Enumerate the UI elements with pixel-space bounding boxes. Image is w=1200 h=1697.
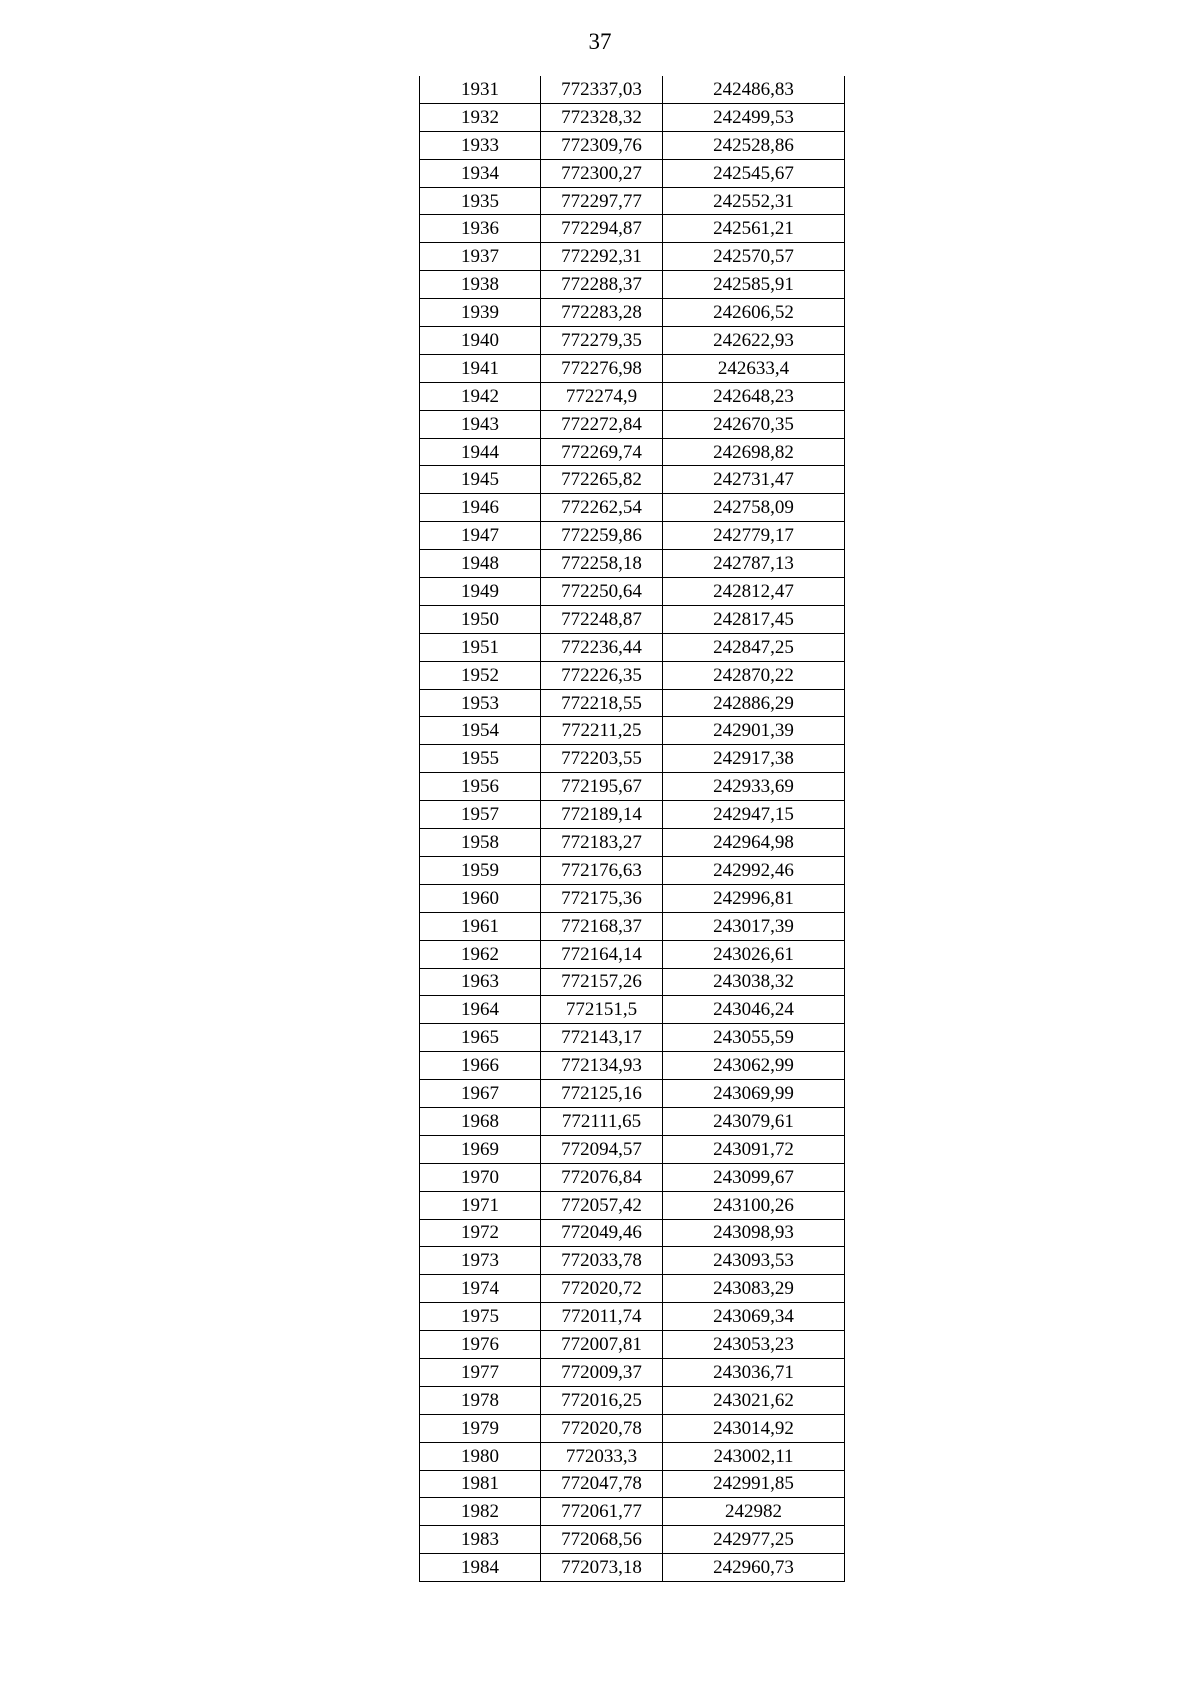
point-number-cell: 1954 <box>420 717 541 745</box>
point-number-cell: 1935 <box>420 187 541 215</box>
x-coordinate-cell: 772143,17 <box>541 1024 663 1052</box>
y-coordinate-cell: 242886,29 <box>663 689 845 717</box>
x-coordinate-cell: 772274,9 <box>541 382 663 410</box>
y-coordinate-cell: 242552,31 <box>663 187 845 215</box>
table-row <box>420 1080 845 1108</box>
x-coordinate-cell: 772168,37 <box>541 912 663 940</box>
y-coordinate-cell: 243062,99 <box>663 1052 845 1080</box>
table-row <box>420 633 845 661</box>
table-row <box>420 1275 845 1303</box>
x-coordinate-cell: 772294,87 <box>541 215 663 243</box>
x-coordinate-cell: 772033,78 <box>541 1247 663 1275</box>
y-coordinate-cell: 242960,73 <box>663 1554 845 1582</box>
x-coordinate-cell: 772195,67 <box>541 773 663 801</box>
x-coordinate-cell: 772262,54 <box>541 494 663 522</box>
table-row <box>420 494 845 522</box>
y-coordinate-cell: 243002,11 <box>663 1442 845 1470</box>
x-coordinate-cell: 772176,63 <box>541 856 663 884</box>
y-coordinate-cell: 242964,98 <box>663 829 845 857</box>
y-coordinate-cell: 243093,53 <box>663 1247 845 1275</box>
table-row <box>420 1247 845 1275</box>
point-number-cell: 1967 <box>420 1080 541 1108</box>
x-coordinate-cell: 772020,78 <box>541 1414 663 1442</box>
y-coordinate-cell: 242787,13 <box>663 550 845 578</box>
point-number-cell: 1955 <box>420 745 541 773</box>
y-coordinate-cell: 242933,69 <box>663 773 845 801</box>
x-coordinate-cell: 772250,64 <box>541 578 663 606</box>
point-number-cell: 1939 <box>420 299 541 327</box>
y-coordinate-cell: 243038,32 <box>663 968 845 996</box>
point-number-cell: 1952 <box>420 661 541 689</box>
x-coordinate-cell: 772300,27 <box>541 159 663 187</box>
x-coordinate-cell: 772068,56 <box>541 1526 663 1554</box>
x-coordinate-cell: 772236,44 <box>541 633 663 661</box>
y-coordinate-cell: 242847,25 <box>663 633 845 661</box>
y-coordinate-cell: 243069,99 <box>663 1080 845 1108</box>
table-row <box>420 968 845 996</box>
point-number-cell: 1978 <box>420 1386 541 1414</box>
point-number-cell: 1945 <box>420 466 541 494</box>
y-coordinate-cell: 242633,4 <box>663 354 845 382</box>
point-number-cell: 1960 <box>420 884 541 912</box>
table-row <box>420 773 845 801</box>
x-coordinate-cell: 772183,27 <box>541 829 663 857</box>
x-coordinate-cell: 772061,77 <box>541 1498 663 1526</box>
table-row <box>420 1554 845 1582</box>
y-coordinate-cell: 242991,85 <box>663 1470 845 1498</box>
y-coordinate-cell: 242561,21 <box>663 215 845 243</box>
point-number-cell: 1970 <box>420 1163 541 1191</box>
point-number-cell: 1951 <box>420 633 541 661</box>
table-row <box>420 438 845 466</box>
table-row <box>420 1219 845 1247</box>
table-row <box>420 940 845 968</box>
point-number-cell: 1962 <box>420 940 541 968</box>
table-row <box>420 717 845 745</box>
y-coordinate-cell: 242947,15 <box>663 801 845 829</box>
table-row <box>420 1024 845 1052</box>
point-number-cell: 1942 <box>420 382 541 410</box>
y-coordinate-cell: 242606,52 <box>663 299 845 327</box>
x-coordinate-cell: 772265,82 <box>541 466 663 494</box>
x-coordinate-cell: 772125,16 <box>541 1080 663 1108</box>
point-number-cell: 1947 <box>420 522 541 550</box>
y-coordinate-cell: 242996,81 <box>663 884 845 912</box>
x-coordinate-cell: 772211,25 <box>541 717 663 745</box>
table-row <box>420 1107 845 1135</box>
point-number-cell: 1981 <box>420 1470 541 1498</box>
x-coordinate-cell: 772076,84 <box>541 1163 663 1191</box>
point-number-cell: 1937 <box>420 243 541 271</box>
point-number-cell: 1940 <box>420 327 541 355</box>
point-number-cell: 1976 <box>420 1331 541 1359</box>
x-coordinate-cell: 772057,42 <box>541 1191 663 1219</box>
y-coordinate-cell: 243098,93 <box>663 1219 845 1247</box>
point-number-cell: 1936 <box>420 215 541 243</box>
x-coordinate-cell: 772309,76 <box>541 131 663 159</box>
point-number-cell: 1948 <box>420 550 541 578</box>
point-number-cell: 1958 <box>420 829 541 857</box>
x-coordinate-cell: 772151,5 <box>541 996 663 1024</box>
x-coordinate-cell: 772272,84 <box>541 410 663 438</box>
y-coordinate-cell: 243091,72 <box>663 1135 845 1163</box>
y-coordinate-cell: 242731,47 <box>663 466 845 494</box>
table-row <box>420 243 845 271</box>
point-number-cell: 1972 <box>420 1219 541 1247</box>
table-row <box>420 912 845 940</box>
point-number-cell: 1975 <box>420 1303 541 1331</box>
x-coordinate-cell: 772292,31 <box>541 243 663 271</box>
x-coordinate-cell: 772011,74 <box>541 1303 663 1331</box>
table-row <box>420 215 845 243</box>
point-number-cell: 1980 <box>420 1442 541 1470</box>
point-number-cell: 1959 <box>420 856 541 884</box>
y-coordinate-cell: 243069,34 <box>663 1303 845 1331</box>
x-coordinate-cell: 772218,55 <box>541 689 663 717</box>
y-coordinate-cell: 243017,39 <box>663 912 845 940</box>
y-coordinate-cell: 243055,59 <box>663 1024 845 1052</box>
x-coordinate-cell: 772047,78 <box>541 1470 663 1498</box>
y-coordinate-cell: 243021,62 <box>663 1386 845 1414</box>
x-coordinate-cell: 772258,18 <box>541 550 663 578</box>
point-number-cell: 1973 <box>420 1247 541 1275</box>
point-number-cell: 1968 <box>420 1107 541 1135</box>
table-body <box>420 76 845 1582</box>
table-row <box>420 884 845 912</box>
page-number: 37 <box>588 29 612 54</box>
point-number-cell: 1963 <box>420 968 541 996</box>
x-coordinate-cell: 772020,72 <box>541 1275 663 1303</box>
table-row <box>420 1414 845 1442</box>
x-coordinate-cell: 772009,37 <box>541 1358 663 1386</box>
table-row <box>420 410 845 438</box>
x-coordinate-cell: 772175,36 <box>541 884 663 912</box>
table-row <box>420 1442 845 1470</box>
x-coordinate-cell: 772276,98 <box>541 354 663 382</box>
x-coordinate-cell: 772337,03 <box>541 76 663 103</box>
x-coordinate-cell: 772033,3 <box>541 1442 663 1470</box>
y-coordinate-cell: 242622,93 <box>663 327 845 355</box>
y-coordinate-cell: 243046,24 <box>663 996 845 1024</box>
y-coordinate-cell: 243053,23 <box>663 1331 845 1359</box>
y-coordinate-cell: 242758,09 <box>663 494 845 522</box>
table-row <box>420 745 845 773</box>
point-number-cell: 1965 <box>420 1024 541 1052</box>
point-number-cell: 1931 <box>420 76 541 103</box>
point-number-cell: 1956 <box>420 773 541 801</box>
table-row <box>420 1135 845 1163</box>
point-number-cell: 1950 <box>420 605 541 633</box>
coordinates-table <box>419 76 845 1582</box>
point-number-cell: 1982 <box>420 1498 541 1526</box>
table-row <box>420 1163 845 1191</box>
point-number-cell: 1933 <box>420 131 541 159</box>
x-coordinate-cell: 772164,14 <box>541 940 663 968</box>
table-row <box>420 661 845 689</box>
point-number-cell: 1974 <box>420 1275 541 1303</box>
table-row <box>420 1526 845 1554</box>
y-coordinate-cell: 242901,39 <box>663 717 845 745</box>
table-row <box>420 856 845 884</box>
point-number-cell: 1932 <box>420 103 541 131</box>
y-coordinate-cell: 242812,47 <box>663 578 845 606</box>
table-row <box>420 829 845 857</box>
table-row <box>420 1358 845 1386</box>
point-number-cell: 1961 <box>420 912 541 940</box>
y-coordinate-cell: 242977,25 <box>663 1526 845 1554</box>
point-number-cell: 1979 <box>420 1414 541 1442</box>
point-number-cell: 1953 <box>420 689 541 717</box>
point-number-cell: 1944 <box>420 438 541 466</box>
point-number-cell: 1966 <box>420 1052 541 1080</box>
point-number-cell: 1938 <box>420 271 541 299</box>
y-coordinate-cell: 242670,35 <box>663 410 845 438</box>
x-coordinate-cell: 772269,74 <box>541 438 663 466</box>
table-row <box>420 131 845 159</box>
point-number-cell: 1943 <box>420 410 541 438</box>
point-number-cell: 1946 <box>420 494 541 522</box>
point-number-cell: 1957 <box>420 801 541 829</box>
table-row <box>420 76 845 103</box>
y-coordinate-cell: 242528,86 <box>663 131 845 159</box>
x-coordinate-cell: 772259,86 <box>541 522 663 550</box>
x-coordinate-cell: 772016,25 <box>541 1386 663 1414</box>
y-coordinate-cell: 242817,45 <box>663 605 845 633</box>
table-row <box>420 1470 845 1498</box>
table-row <box>420 605 845 633</box>
table-row <box>420 1191 845 1219</box>
point-number-cell: 1969 <box>420 1135 541 1163</box>
x-coordinate-cell: 772189,14 <box>541 801 663 829</box>
table-row <box>420 327 845 355</box>
y-coordinate-cell: 242486,83 <box>663 76 845 103</box>
table-row <box>420 1386 845 1414</box>
x-coordinate-cell: 772007,81 <box>541 1331 663 1359</box>
table-row <box>420 299 845 327</box>
x-coordinate-cell: 772279,35 <box>541 327 663 355</box>
y-coordinate-cell: 243026,61 <box>663 940 845 968</box>
point-number-cell: 1964 <box>420 996 541 1024</box>
table-row <box>420 187 845 215</box>
y-coordinate-cell: 242992,46 <box>663 856 845 884</box>
table-row <box>420 271 845 299</box>
table-row <box>420 996 845 1024</box>
table-row <box>420 103 845 131</box>
x-coordinate-cell: 772203,55 <box>541 745 663 773</box>
y-coordinate-cell: 242585,91 <box>663 271 845 299</box>
y-coordinate-cell: 242779,17 <box>663 522 845 550</box>
point-number-cell: 1934 <box>420 159 541 187</box>
x-coordinate-cell: 772049,46 <box>541 1219 663 1247</box>
point-number-cell: 1949 <box>420 578 541 606</box>
x-coordinate-cell: 772297,77 <box>541 187 663 215</box>
y-coordinate-cell: 242917,38 <box>663 745 845 773</box>
y-coordinate-cell: 242698,82 <box>663 438 845 466</box>
table-row <box>420 466 845 494</box>
table-row <box>420 522 845 550</box>
x-coordinate-cell: 772094,57 <box>541 1135 663 1163</box>
table-row <box>420 689 845 717</box>
point-number-cell: 1984 <box>420 1554 541 1582</box>
table-row <box>420 1498 845 1526</box>
point-number-cell: 1941 <box>420 354 541 382</box>
point-number-cell: 1983 <box>420 1526 541 1554</box>
y-coordinate-cell: 243036,71 <box>663 1358 845 1386</box>
y-coordinate-cell: 242870,22 <box>663 661 845 689</box>
y-coordinate-cell: 243014,92 <box>663 1414 845 1442</box>
x-coordinate-cell: 772111,65 <box>541 1107 663 1135</box>
y-coordinate-cell: 243099,67 <box>663 1163 845 1191</box>
point-number-cell: 1977 <box>420 1358 541 1386</box>
y-coordinate-cell: 242648,23 <box>663 382 845 410</box>
table-row <box>420 159 845 187</box>
y-coordinate-cell: 242545,67 <box>663 159 845 187</box>
y-coordinate-cell: 243079,61 <box>663 1107 845 1135</box>
y-coordinate-cell: 243083,29 <box>663 1275 845 1303</box>
x-coordinate-cell: 772226,35 <box>541 661 663 689</box>
y-coordinate-cell: 242982 <box>663 1498 845 1526</box>
y-coordinate-cell: 243100,26 <box>663 1191 845 1219</box>
table-row <box>420 1303 845 1331</box>
x-coordinate-cell: 772248,87 <box>541 605 663 633</box>
table-row <box>420 354 845 382</box>
x-coordinate-cell: 772157,26 <box>541 968 663 996</box>
x-coordinate-cell: 772134,93 <box>541 1052 663 1080</box>
x-coordinate-cell: 772073,18 <box>541 1554 663 1582</box>
x-coordinate-cell: 772288,37 <box>541 271 663 299</box>
point-number-cell: 1971 <box>420 1191 541 1219</box>
y-coordinate-cell: 242570,57 <box>663 243 845 271</box>
x-coordinate-cell: 772328,32 <box>541 103 663 131</box>
table-row <box>420 1331 845 1359</box>
table-row <box>420 801 845 829</box>
table-row <box>420 578 845 606</box>
table-row <box>420 1052 845 1080</box>
y-coordinate-cell: 242499,53 <box>663 103 845 131</box>
table-row <box>420 382 845 410</box>
table-row <box>420 550 845 578</box>
x-coordinate-cell: 772283,28 <box>541 299 663 327</box>
